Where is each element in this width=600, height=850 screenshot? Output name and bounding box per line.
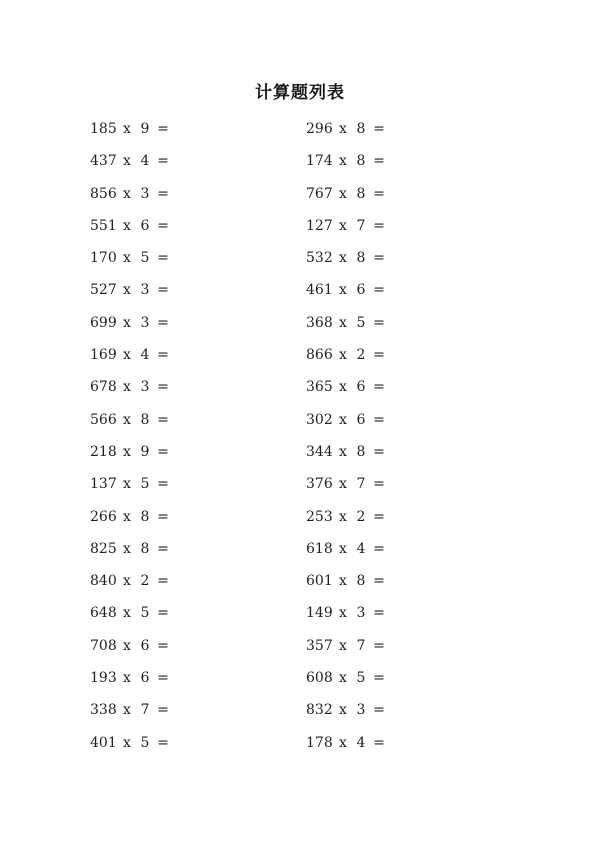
multiplier: 9 [140,121,150,137]
multiply-sign: x [339,702,347,719]
equals-sign: = [373,540,385,557]
multiplicand: 178 [306,734,333,751]
multiplicand: 344 [306,443,333,460]
multiplier: 3 [140,185,150,202]
equals-sign: = [373,573,385,590]
equals-sign: = [373,185,385,202]
multiply-sign: x [123,605,131,622]
problem-row [90,699,306,731]
multiplier: 7 [140,702,150,719]
multiplicand: 618 [306,540,333,557]
problem-row [90,409,306,441]
multiplier: 5 [140,476,150,493]
multiplier: 3 [356,605,366,622]
multiplicand: 566 [90,411,117,428]
multiply-sign: x [339,217,347,234]
problem-row [90,732,306,764]
multiply-sign: x [123,379,131,396]
multiply-sign: x [339,637,347,654]
multiplier: 7 [356,637,366,654]
multiplier: 8 [356,443,366,460]
multiplicand: 170 [90,250,117,267]
multiplier: 3 [140,314,150,331]
problem-row [90,247,306,279]
multiplicand: 365 [306,379,333,396]
multiplicand: 461 [306,282,333,299]
multiply-sign: x [123,508,131,525]
multiplier: 8 [140,508,150,525]
multiplier: 4 [140,347,150,364]
multiply-sign: x [123,347,131,364]
multiplier: 9 [140,443,150,460]
problem-column-right [306,118,506,764]
problem-row [90,441,306,473]
equals-sign: = [157,670,169,687]
multiplicand: 832 [306,702,333,719]
multiplicand: 296 [306,121,333,137]
equals-sign: = [157,476,169,493]
equals-sign: = [373,411,385,428]
multiplier: 8 [356,185,366,202]
multiply-sign: x [339,670,347,687]
multiplier: 5 [140,605,150,622]
problem-row [90,344,306,376]
multiplier: 5 [356,314,366,331]
problem-row [90,538,306,570]
problem-row [90,376,306,408]
problem-row [306,150,506,182]
multiply-sign: x [339,282,347,299]
multiply-sign: x [123,185,131,202]
multiply-sign: x [339,185,347,202]
multiplicand: 708 [90,637,117,654]
problem-row [306,376,506,408]
multiplier: 5 [356,670,366,687]
equals-sign: = [373,217,385,234]
multiplier: 3 [140,379,150,396]
equals-sign: = [157,250,169,267]
equals-sign: = [373,314,385,331]
problem-row [306,247,506,279]
multiply-sign: x [339,734,347,751]
multiplier: 8 [140,411,150,428]
multiplicand: 338 [90,702,117,719]
multiplicand: 401 [90,734,117,751]
problem-row [306,538,506,570]
multiplier: 3 [140,282,150,299]
multiplier: 6 [140,217,150,234]
multiplier: 6 [140,670,150,687]
multiplier: 5 [140,250,150,267]
multiplicand: 648 [90,605,117,622]
multiplicand: 169 [90,347,117,364]
multiplier: 7 [356,217,366,234]
equals-sign: = [373,637,385,654]
equals-sign: = [157,217,169,234]
equals-sign: = [373,476,385,493]
multiplier: 6 [356,379,366,396]
multiplicand: 193 [90,670,117,687]
multiplicand: 253 [306,508,333,525]
multiplicand: 608 [306,670,333,687]
equals-sign: = [157,540,169,557]
multiply-sign: x [339,347,347,364]
problem-row [90,183,306,215]
problem-row [90,506,306,538]
multiply-sign: x [339,314,347,331]
multiply-sign: x [123,734,131,751]
multiply-sign: x [123,153,131,170]
multiply-sign: x [339,153,347,170]
multiply-sign: x [339,250,347,267]
multiply-sign: x [123,637,131,654]
multiplicand: 866 [306,347,333,364]
multiply-sign: x [339,573,347,590]
equals-sign: = [157,573,169,590]
multiply-sign: x [123,573,131,590]
multiply-sign: x [123,476,131,493]
multiplicand: 357 [306,637,333,654]
multiply-sign: x [123,217,131,234]
equals-sign: = [157,121,169,137]
multiplicand: 767 [306,185,333,202]
multiplier: 8 [356,121,366,137]
problem-row [306,441,506,473]
multiplicand: 856 [90,185,117,202]
multiplicand: 376 [306,476,333,493]
equals-sign: = [157,185,169,202]
equals-sign: = [373,121,385,137]
multiplier: 6 [356,411,366,428]
multiplier: 2 [140,573,150,590]
equals-sign: = [157,605,169,622]
multiplier: 4 [140,153,150,170]
problem-row [90,635,306,667]
multiplier: 6 [356,282,366,299]
equals-sign: = [373,443,385,460]
multiply-sign: x [123,121,131,137]
multiplier: 8 [140,540,150,557]
multiplier: 7 [356,476,366,493]
equals-sign: = [157,282,169,299]
multiplier: 2 [356,508,366,525]
multiplicand: 368 [306,314,333,331]
multiply-sign: x [339,540,347,557]
problem-row [306,118,506,150]
problem-row [90,312,306,344]
problem-row [90,150,306,182]
equals-sign: = [157,347,169,364]
multiply-sign: x [339,508,347,525]
multiplicand: 601 [306,573,333,590]
multiply-sign: x [123,702,131,719]
equals-sign: = [157,411,169,428]
equals-sign: = [373,605,385,622]
problem-row [306,183,506,215]
problem-row [306,667,506,699]
multiply-sign: x [123,411,131,428]
multiply-sign: x [123,540,131,557]
problem-row [306,473,506,505]
multiply-sign: x [339,476,347,493]
problem-row [90,279,306,311]
problem-row [306,635,506,667]
multiplicand: 127 [306,217,333,234]
equals-sign: = [373,702,385,719]
equals-sign: = [373,250,385,267]
multiply-sign: x [339,443,347,460]
problem-row [90,570,306,602]
equals-sign: = [373,282,385,299]
multiplier: 4 [356,540,366,557]
problem-row [90,667,306,699]
multiplier: 3 [356,702,366,719]
equals-sign: = [157,637,169,654]
multiplier: 5 [140,734,150,751]
equals-sign: = [157,443,169,460]
multiplier: 8 [356,573,366,590]
multiplicand: 825 [90,540,117,557]
problem-row [306,215,506,247]
multiply-sign: x [123,282,131,299]
equals-sign: = [157,508,169,525]
multiplicand: 218 [90,443,117,460]
problem-row [306,279,506,311]
multiplicand: 527 [90,282,117,299]
problem-row [90,602,306,634]
multiplicand: 149 [306,605,333,622]
multiplicand: 437 [90,153,117,170]
equals-sign: = [157,314,169,331]
multiplicand: 137 [90,476,117,493]
problem-row [306,570,506,602]
multiplier: 8 [356,250,366,267]
equals-sign: = [373,734,385,751]
problem-row [306,506,506,538]
problem-row [306,409,506,441]
equals-sign: = [157,153,169,170]
multiply-sign: x [123,250,131,267]
multiplicand: 699 [90,314,117,331]
equals-sign: = [373,379,385,396]
page-title: 计算题列表 [255,83,345,103]
multiply-sign: x [123,670,131,687]
multiplicand: 302 [306,411,333,428]
multiplier: 8 [356,153,366,170]
problem-row [90,473,306,505]
multiplier: 6 [140,637,150,654]
equals-sign: = [373,508,385,525]
equals-sign: = [373,670,385,687]
multiply-sign: x [123,314,131,331]
multiply-sign: x [123,443,131,460]
problem-columns [90,118,510,764]
multiply-sign: x [339,605,347,622]
problem-column-left [90,118,306,764]
problem-row [306,312,506,344]
multiplicand: 840 [90,573,117,590]
multiplicand: 678 [90,379,117,396]
multiplicand: 532 [306,250,333,267]
multiply-sign: x [339,121,347,137]
multiplicand: 174 [306,153,333,170]
multiplier: 2 [356,347,366,364]
problem-row [306,602,506,634]
multiply-sign: x [339,411,347,428]
equals-sign: = [157,379,169,396]
multiplier: 4 [356,734,366,751]
problem-row [306,344,506,376]
equals-sign: = [157,734,169,751]
problem-row [90,118,306,150]
multiply-sign: x [339,379,347,396]
problem-row [306,732,506,764]
equals-sign: = [373,153,385,170]
multiplicand: 185 [90,121,117,137]
equals-sign: = [373,347,385,364]
problem-row [90,215,306,247]
equals-sign: = [157,702,169,719]
multiplicand: 266 [90,508,117,525]
problem-row [306,699,506,731]
multiplicand: 551 [90,217,117,234]
